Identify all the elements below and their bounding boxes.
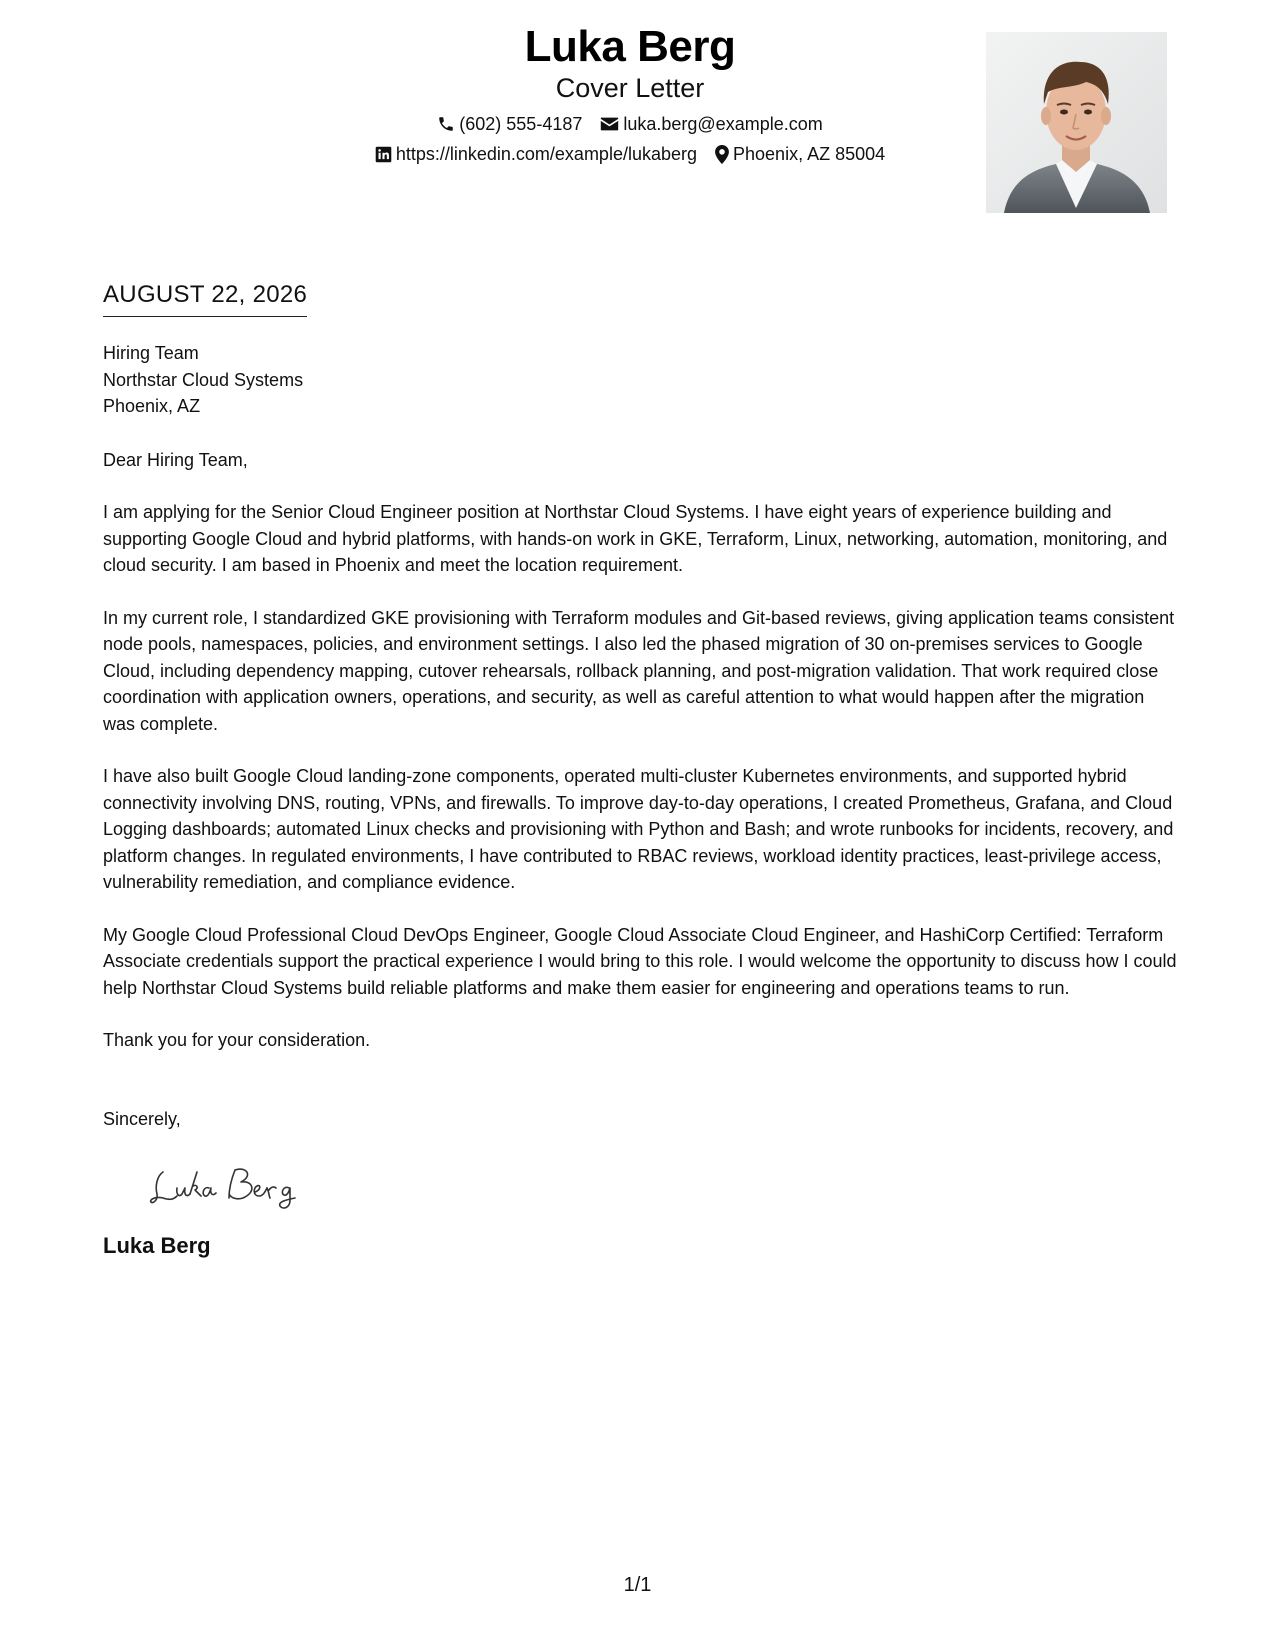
paragraph: In my current role, I standardized GKE provisioning with Terraform modules and Git-based reviews, giving application teams consistent node pools, namespaces, policies, and environment settings. I also led the phased migration of 30 on-premises services to Google Cloud, including dependency mapping, cutover rehearsals, rollback planning, and post-migration validation. That work required close coordination with application owners, operations, and security, as well as careful attention to what would happen after the migration was complete. xyxy=(103,607,1175,734)
phone-text: (602) 555-4187 xyxy=(459,114,583,134)
email-contact[interactable] xyxy=(600,112,822,136)
letter-date: AUGUST 22, 2026 xyxy=(103,280,307,317)
recipient-company: Northstar Cloud Systems xyxy=(103,369,304,390)
location-text: Phoenix, AZ 85004 xyxy=(733,144,886,164)
page-number: 1/1 xyxy=(623,1574,652,1596)
closing-line: Thank you for your consideration. xyxy=(103,1030,371,1050)
salutation: Dear Hiring Team, xyxy=(103,449,248,470)
handwritten-signature xyxy=(149,1160,319,1212)
document-subtitle: Cover Letter xyxy=(555,73,705,103)
applicant-name: Luka Berg xyxy=(524,22,736,71)
linkedin-contact[interactable] xyxy=(375,142,697,166)
recipient-line: Hiring Team xyxy=(103,343,199,363)
email-text: luka.berg@example.com xyxy=(623,114,823,134)
location-contact xyxy=(715,142,885,166)
phone-contact[interactable] xyxy=(437,112,582,136)
letter-body xyxy=(103,340,1178,1260)
linkedin-icon xyxy=(375,146,392,163)
phone-icon xyxy=(437,115,455,133)
signed-name: Luka Berg xyxy=(103,1233,211,1258)
map-pin-icon xyxy=(715,145,729,164)
signoff: Sincerely, xyxy=(103,1108,181,1129)
recipient-location: Phoenix, AZ xyxy=(103,396,201,416)
paragraph: I have also built Google Cloud landing-zone components, operated multi-cluster Kubernetes environments, and supported hybrid connectivity involving DNS, routing, VPNs, and firewalls. To improve day-to-day operations, I created Prometheus, Grafana, and Cloud Logging dashboards; automated Linux checks and provisioning with Python and Bash; and wrote runbooks for incidents, recovery, and platform changes. In regulated environments, I have contributed to RBAC reviews, workload identity practices, least-privilege access, vulnerability remediation, and compliance evidence. xyxy=(103,766,1174,892)
paragraph: My Google Cloud Professional Cloud DevOps Engineer, Google Cloud Associate Cloud Engineer, and HashiCorp Certified: Terraform Associate credentials support the practical experience I would bring to this role. I would welcome the opportunity to discuss how I could help Northstar Cloud Systems build reliable platforms and make them easier for engineering and operations teams to run. xyxy=(103,924,1177,998)
profile-photo xyxy=(986,32,1167,213)
envelope-icon xyxy=(600,116,619,132)
paragraph: I am applying for the Senior Cloud Engineer position at Northstar Cloud Systems. I have eight years of experience building and supporting Google Cloud and hybrid platforms, with hands-on work in GKE, Terraform, Linux, networking, automation, monitoring, and cloud security. I am based in Phoenix and meet the location requirement. xyxy=(103,502,1168,575)
recipient-block xyxy=(103,340,1178,420)
linkedin-text: https://linkedin.com/example/lukaberg xyxy=(395,144,698,164)
